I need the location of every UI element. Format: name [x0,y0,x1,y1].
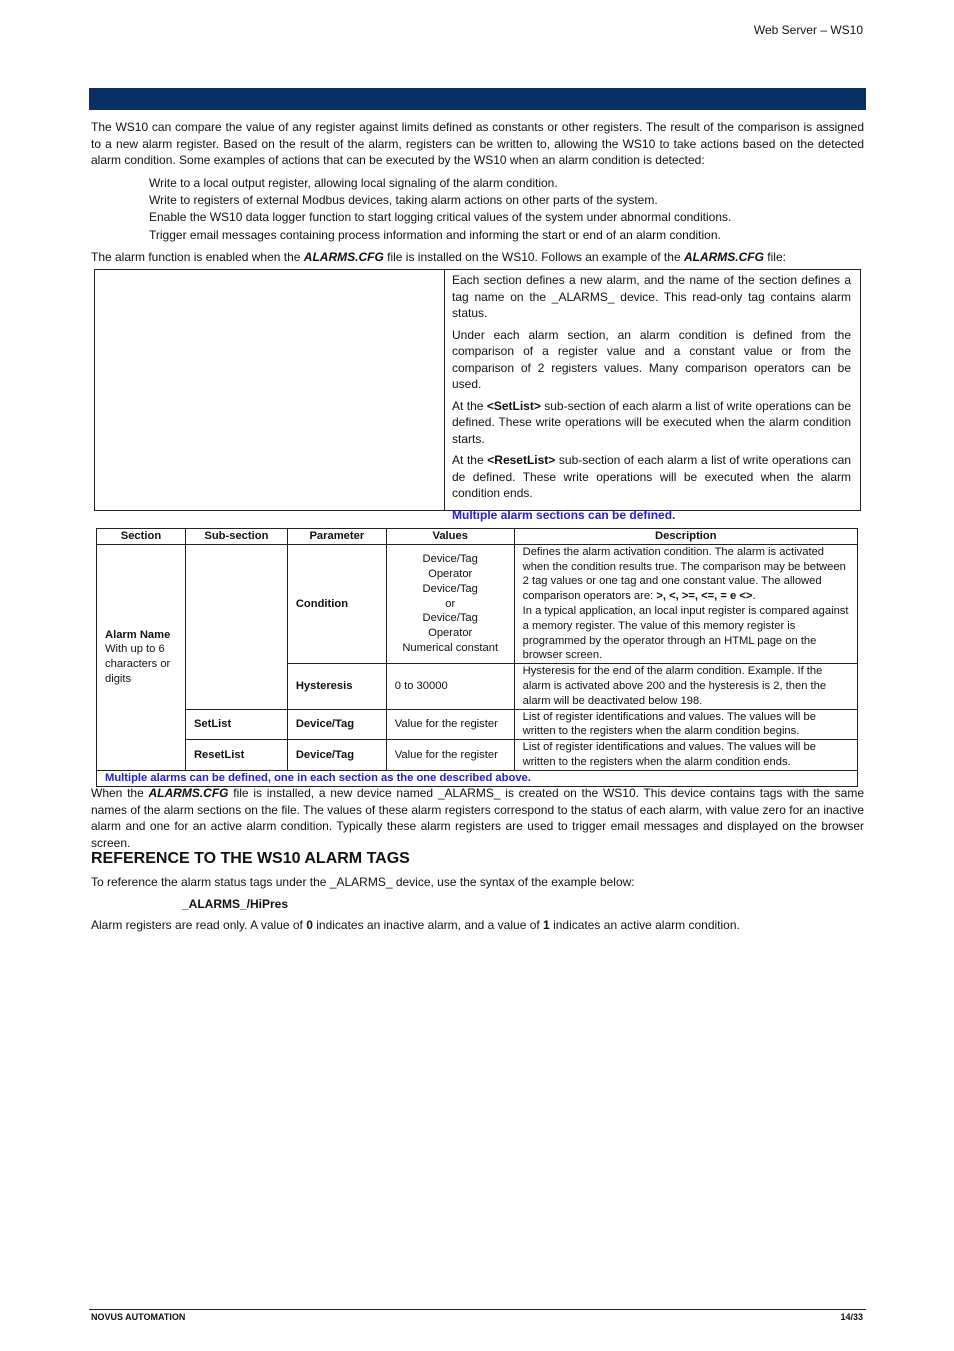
enable-line: The alarm function is enabled when the ALARMS.CFG file is installed on the WS10. Follows an example of the ALARMS.CFG file: [91,250,786,264]
after-table-paragraph: When the ALARMS.CFG file is installed, a new device named _ALARMS_ is created on the WS10. This device contains tags with the same names of the alarm sections on the file. The values of these alarm registers correspond to the status of each alarm, with value zero for an inactive alarm and one for an active alarm condition. Typically these alarm registers are used to trigger email messages and displayed on the browser screen. [91,786,864,850]
parameter-cell: Hysteresis [287,664,386,709]
parameter-cell: Device/Tag [287,709,386,740]
parameter-cell: Device/Tag [287,740,386,771]
header-title: Web Server – WS10 [753,23,863,37]
values-cell: Value for the register [386,740,514,771]
list-item: Write to registers of external Modbus devices, taking alarm actions on other parts of the system. [149,193,658,208]
cfg-note: At the <ResetList> sub-section of each alarm a list of write operations can de defined. These write operations will be executed when the alarm condition ends. [452,453,852,500]
syntax-example: _ALARMS_/HiPres [182,897,289,911]
readonly-paragraph: Alarm registers are read only. A value of 0 indicates an inactive alarm, and a value of 1 indicates an active alarm condition. [91,918,740,932]
table-row [97,544,858,663]
reference-paragraph: To reference the alarm status tags under the _ALARMS_ device, use the syntax of the example below: [91,875,635,889]
values-cell: Value for the register [386,709,514,740]
description-cell: Defines the alarm activation condition. The alarm is activated when the condition results true. The comparison may be between 2 tag values or one tag and one constant value. The allowed comparison operators are: >, <, >=, <=, = e <>. In a typical application, an local input register is compared against a memory register. The value of this memory register is programmed by the operator through an HTML page on the browser screen. [514,544,857,663]
description-cell: Hysteresis for the end of the alarm condition. Example. If the alarm is activated above 200 and the hysteresis is 2, then the alarm will be deactivated below 198. [514,664,857,709]
column-header: Sub-section [185,529,287,545]
table-header-row [97,529,858,545]
table-row [97,740,858,771]
description-cell: List of register identifications and values. The values will be written to the registers when the alarm condition begins. [514,709,857,740]
list-item: Trigger email messages containing process information and informing the start or end of an alarm condition. [149,227,721,242]
section-title-band [89,88,866,110]
table-footer-note: Multiple alarms can be defined, one in each section as the one described above. [97,770,858,786]
section-cell: Alarm Name With up to 6 characters or digits [97,544,186,770]
column-header: Section [97,529,186,545]
values-cell: 0 to 30000 [386,664,514,709]
subsection-cell: ResetList [185,740,287,771]
subsection-cell: SetList [185,709,287,740]
cfg-note: At the <SetList> sub-section of each alarm a list of write operations can be defined. These write operations will be executed when the alarm condition starts. [452,398,851,446]
list-item: Enable the WS10 data logger function to start logging critical values of the system under abnormal conditions. [149,210,732,225]
parameter-cell: Condition [287,544,386,663]
list-item: Write to a local output register, allowing local signaling of the alarm condition. [149,176,558,190]
intro-paragraph: The WS10 can compare the value of any register against limits defined as constants or other registers. The result of the comparison is assigned to a new alarm register. Based on the result of the alarm, registers can be written to, allowing the WS10 to take actions based on the detected alarm condition. Some examples of actions that can be executed by the WS10 when an alarm condition is detected: [91,120,864,167]
description-cell: List of register identifications and values. The values will be written to the registers when the alarm condition ends. [514,740,857,771]
column-header: Values [386,529,514,545]
section-heading: REFERENCE TO THE WS10 ALARM TAGS [91,850,410,867]
footer-page-number: 14/33 [840,1312,863,1322]
cfg-note: Under each alarm section, an alarm condition is defined from the comparison of a register value and a constant value or from the comparison of 2 registers values. Many comparison operators can be used. [452,327,851,391]
cfg-note-highlight: Multiple alarm sections can be defined. [452,507,676,522]
cfg-note: Each section defines a new alarm, and the name of the section defines a tag name on the _ALARMS_ device. This read-only tag contains alarm status. [452,273,851,320]
table-row [97,709,858,740]
footer-divider [89,1309,866,1310]
column-header: Description [514,529,857,545]
alarm-parameters-table [96,528,858,787]
table-footer-row [97,770,858,786]
column-header: Parameter [287,529,386,545]
cfg-notes [452,272,851,528]
subsection-cell-empty [185,544,287,709]
action-list [149,175,731,244]
cfg-example-box [94,269,861,522]
footer-company: NOVUS AUTOMATION [91,1312,186,1322]
values-cell: Device/Tag Operator Device/Tag or Device/Tag Operator Numerical constant [386,544,514,663]
cfg-example-code [95,270,445,510]
